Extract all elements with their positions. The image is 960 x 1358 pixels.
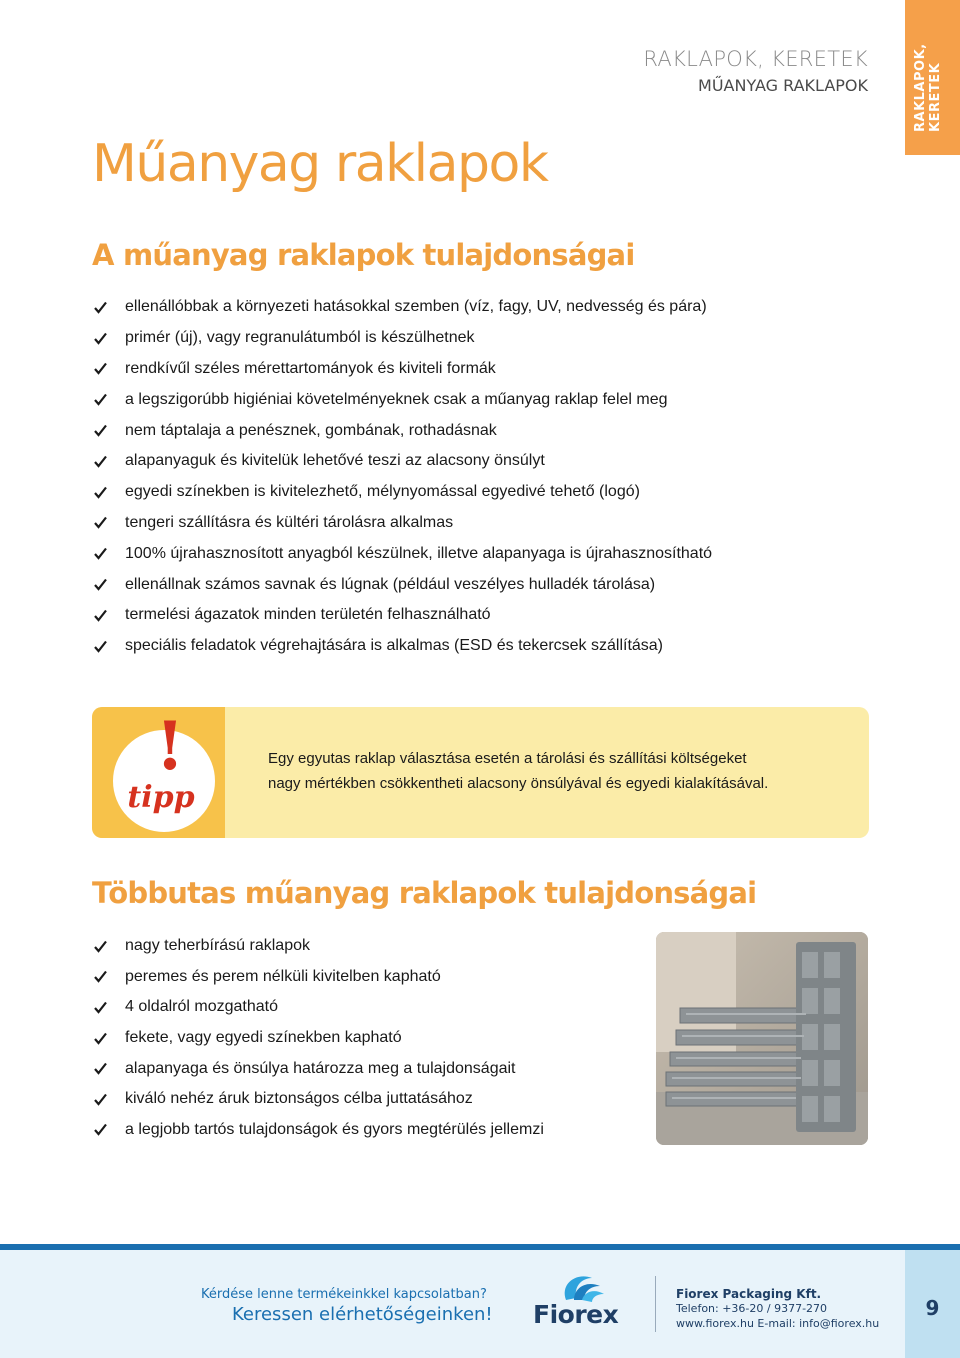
list-item: [94, 323, 712, 354]
tip-text-line-1: Egy egyutas raklap választása esetén a tárolási és szállítási költségeket: [268, 750, 747, 767]
tip-badge: [92, 707, 225, 838]
page-number: 9: [925, 1296, 940, 1320]
list-item-text: termelési ágazatok minden területén felhasználható: [125, 606, 491, 624]
section-side-tab: [905, 0, 960, 155]
list-item-text: ellenállóbbak a környezeti hatásokkal szemben (víz, fagy, UV, nedvesség és pára): [125, 298, 707, 316]
checkmark-icon: [94, 1001, 107, 1014]
list-item-text: ellenállnak számos savnak és lúgnak (például veszélyes hulladék tárolása): [125, 575, 656, 593]
side-tab-label: [913, 22, 947, 132]
list-item: [94, 1115, 544, 1146]
fiorex-logo-text: Fiorex: [533, 1300, 619, 1329]
checkmark-icon: [94, 332, 107, 345]
list-item-text: alapanyaga és önsúlya határozza meg a tulajdonságait: [125, 1059, 516, 1077]
properties-list: [94, 292, 712, 662]
side-tab-line-2: KERETEK: [928, 62, 943, 132]
checkmark-icon: [94, 940, 107, 953]
checkmark-icon: [94, 516, 107, 529]
list-item-text: fekete, vagy egyedi színekben kapható: [125, 1029, 402, 1047]
list-item-text: kiváló nehéz áruk biztonságos célba juttatásához: [125, 1090, 473, 1108]
list-item: [94, 538, 712, 569]
pallet-stack-photo: [656, 932, 868, 1145]
list-item: [94, 962, 544, 993]
checkmark-icon: [94, 970, 107, 983]
checkmark-icon: [94, 1093, 107, 1106]
checkmark-icon: [94, 393, 107, 406]
list-item-text: peremes és perem nélküli kivitelben kapható: [125, 967, 441, 985]
tip-text: [268, 746, 858, 796]
checkmark-icon: [94, 640, 107, 653]
list-item: [94, 292, 712, 323]
company-phone: Telefon: +36-20 / 9377-270: [676, 1302, 828, 1315]
checkmark-icon: [94, 609, 107, 622]
list-item-text: speciális feladatok végrehajtására is alkalmas (ESD és tekercsek szállítása): [125, 637, 664, 655]
list-item-text: 100% újrahasznosított anyagból készülnek, illetve alapanyaga is újrahasznosítható: [125, 544, 713, 562]
side-tab-line-1: RAKLAPOK,: [913, 43, 928, 132]
list-item: [94, 600, 712, 631]
list-item: [94, 477, 712, 508]
company-web-email: www.fiorex.hu E-mail: info@fiorex.hu: [676, 1317, 880, 1330]
list-item: [94, 631, 712, 662]
tip-exclamation-mark: !: [155, 707, 185, 785]
breadcrumb-category: RAKLAPOK, KERETEK: [643, 47, 868, 71]
list-item-text: rendkívűl széles mérettartományok és kiviteli formák: [125, 359, 496, 377]
company-name: Fiorex Packaging Kft.: [676, 1287, 822, 1301]
checkmark-icon: [94, 1062, 107, 1075]
list-item: [94, 508, 712, 539]
list-item-text: primér (új), vagy regranulátumból is készülhetnek: [125, 329, 475, 347]
list-item: [94, 354, 712, 385]
list-item-text: nem táptalaja a penésznek, gombának, rothadásnak: [125, 421, 497, 439]
checkmark-icon: [94, 362, 107, 375]
list-item: [94, 446, 712, 477]
tip-text-line-2: nagy mértékben csökkentheti alacsony önsúlyával és egyedi kialakításával.: [268, 775, 769, 792]
list-item: [94, 1023, 544, 1054]
checkmark-icon: [94, 1032, 107, 1045]
list-item-text: tengeri szállításra és kültéri tárolásra alkalmas: [125, 513, 454, 531]
list-item: [94, 569, 712, 600]
list-item-text: a legszigorúbb higiéniai követelményeknek csak a műanyag raklap felel meg: [125, 390, 668, 408]
footer-question: Kérdése lenne termékeinkkel kapcsolatban?: [201, 1287, 487, 1302]
footer-call-to-action: Keressen elérhetőségeinken!: [232, 1304, 493, 1325]
list-item-text: a legjobb tartós tulajdonságok és gyors megtérülés jellemzi: [125, 1120, 544, 1138]
checkmark-icon: [94, 547, 107, 560]
reusable-properties-list: [94, 931, 544, 1145]
tip-badge-label: tipp: [127, 780, 195, 815]
breadcrumb-subcategory: MŰANYAG RAKLAPOK: [698, 76, 868, 95]
section-title-properties: A műanyag raklapok tulajdonságai: [92, 238, 635, 272]
page-title: Műanyag raklapok: [92, 134, 548, 194]
footer-stripe: [0, 1244, 960, 1250]
list-item: [94, 992, 544, 1023]
checkmark-icon: [94, 578, 107, 591]
footer-divider: [655, 1276, 656, 1332]
list-item: [94, 384, 712, 415]
checkmark-icon: [94, 1123, 107, 1136]
list-item: [94, 415, 712, 446]
checkmark-icon: [94, 301, 107, 314]
list-item: [94, 1053, 544, 1084]
pallet-stack-illustration: [656, 932, 868, 1145]
list-item-text: egyedi színekben is kivitelezhető, mélynyomással egyedivé tehető (logó): [125, 483, 640, 501]
list-item-text: 4 oldalról mozgatható: [125, 998, 278, 1016]
checkmark-icon: [94, 455, 107, 468]
list-item: [94, 931, 544, 962]
checkmark-icon: [94, 424, 107, 437]
list-item: [94, 1084, 544, 1115]
list-item-text: nagy teherbírású raklapok: [125, 937, 310, 955]
checkmark-icon: [94, 486, 107, 499]
list-item-text: alapanyaguk és kivitelük lehetővé teszi az alacsony önsúlyt: [125, 452, 545, 470]
section-title-reusable: Többutas műanyag raklapok tulajdonságai: [92, 876, 757, 910]
tip-badge-icon: [92, 707, 225, 838]
